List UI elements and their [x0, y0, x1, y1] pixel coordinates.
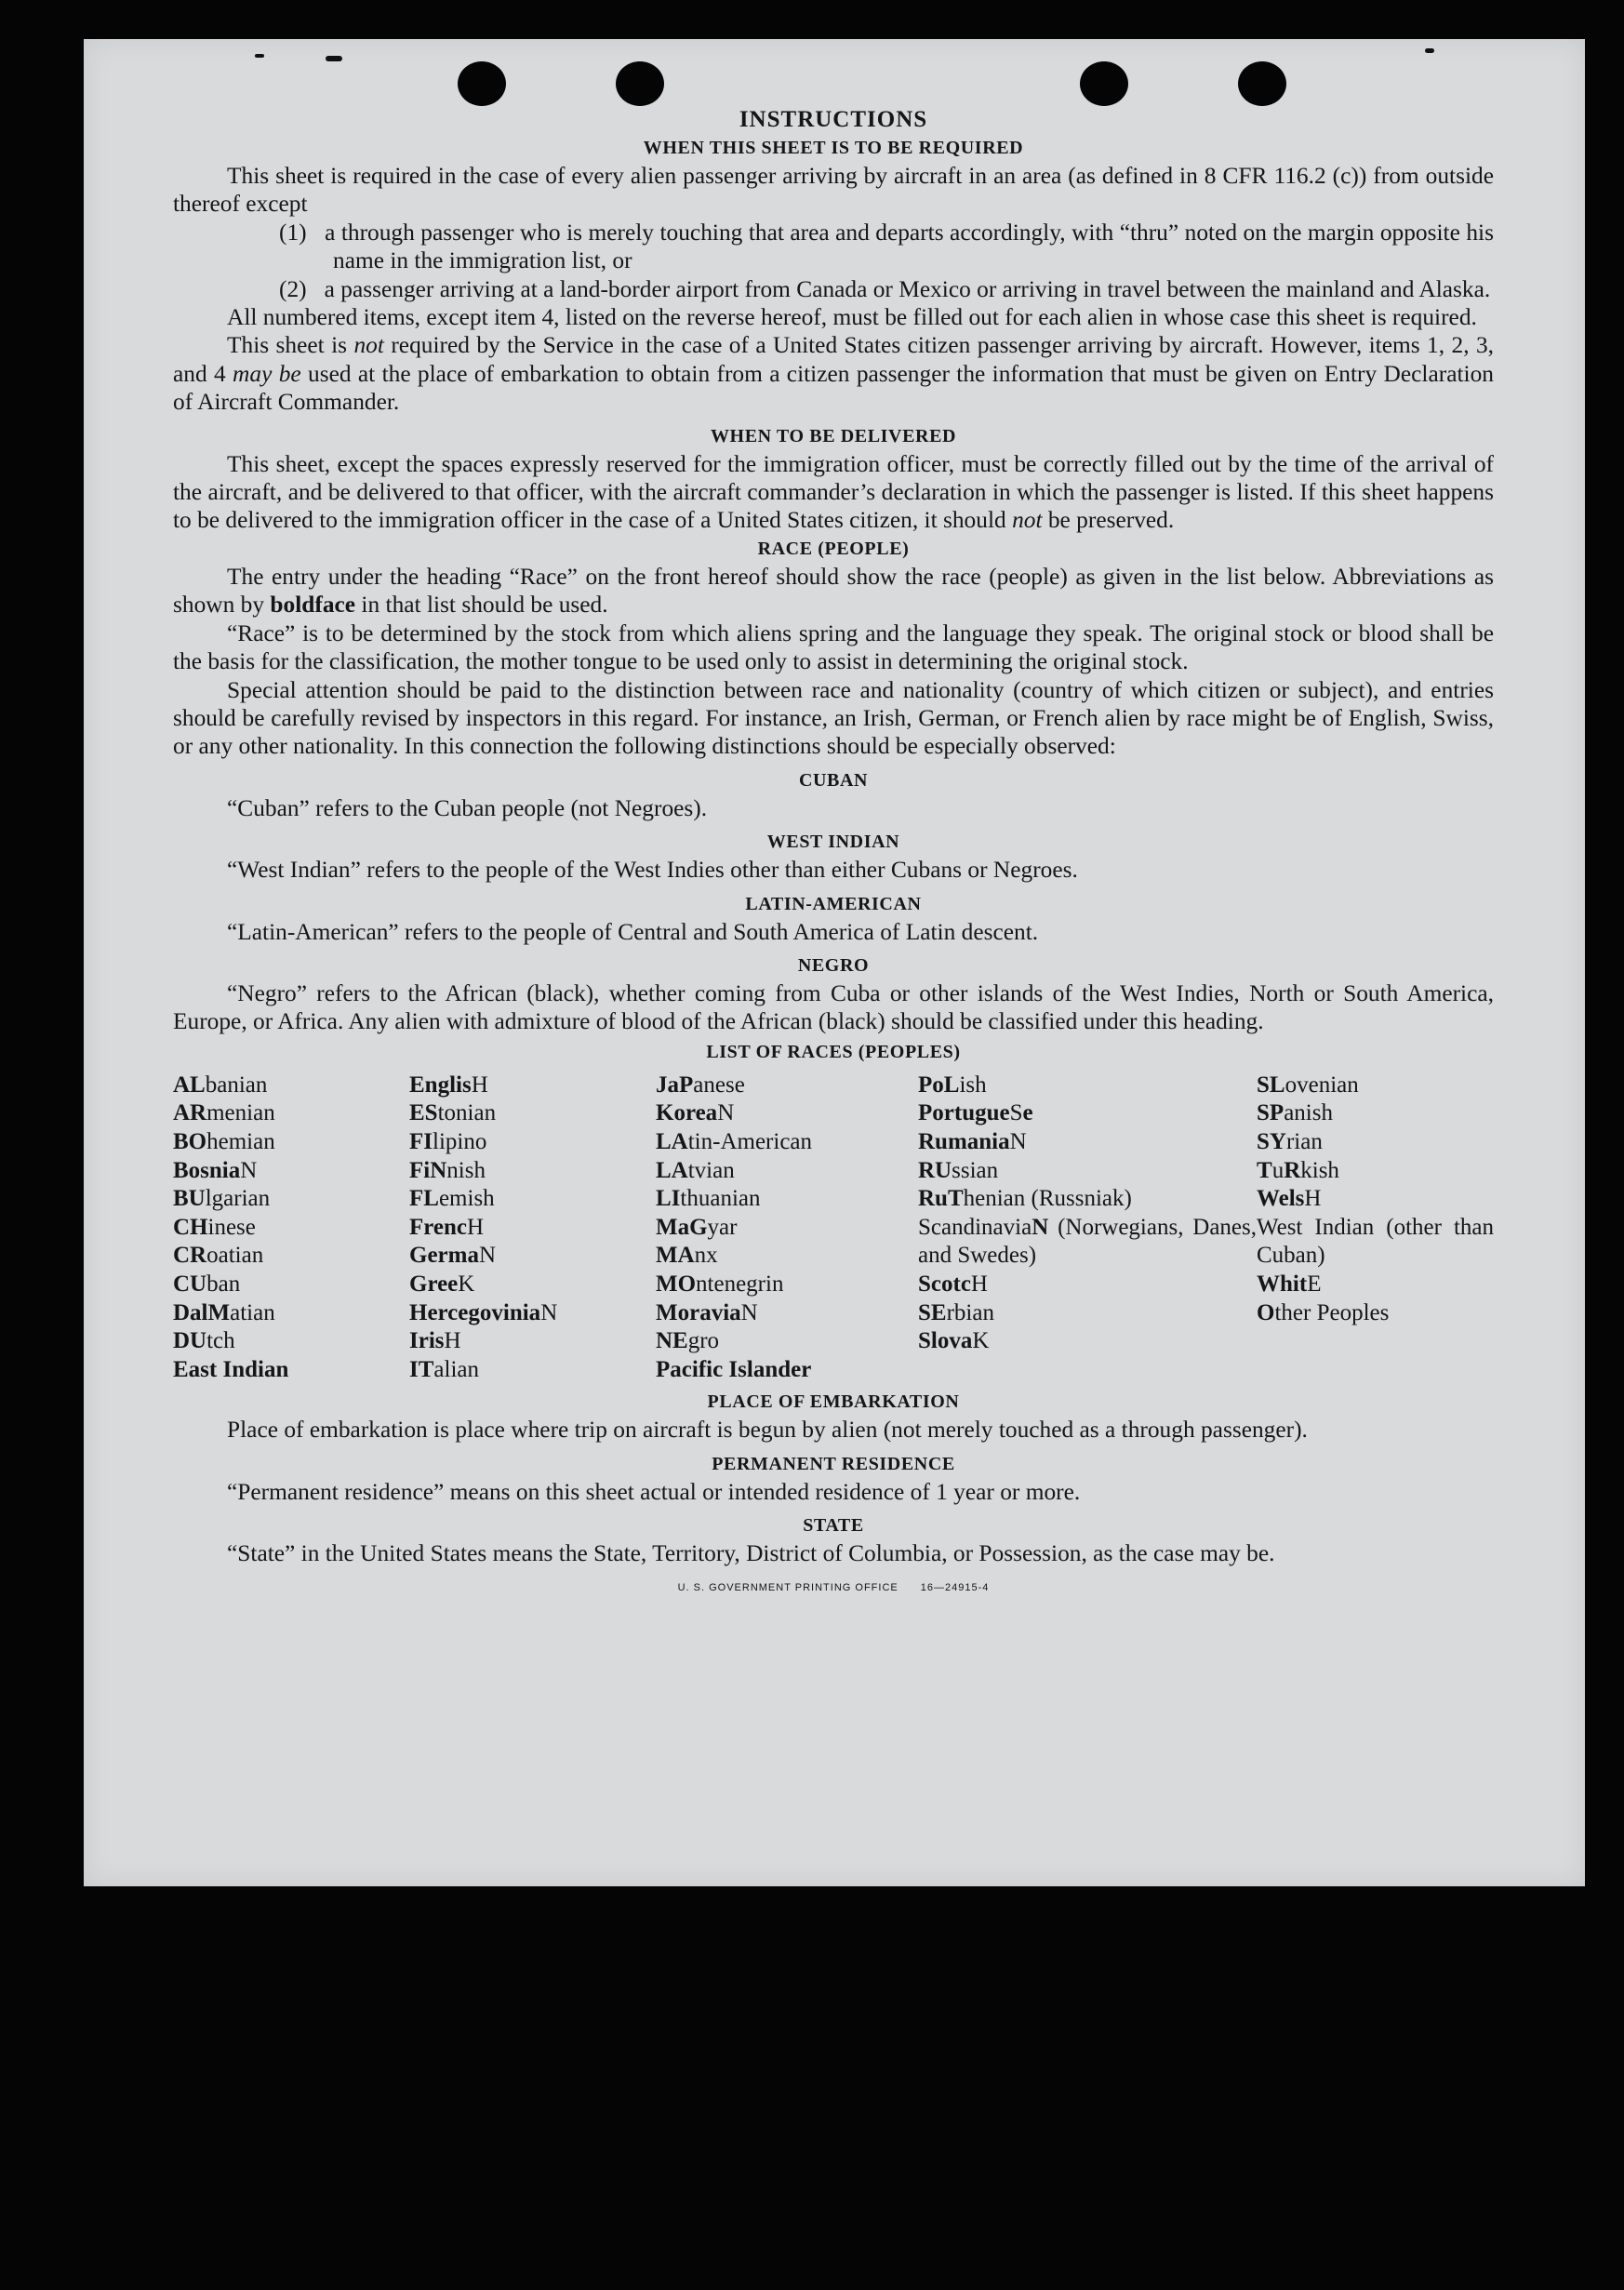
race-column	[656, 1072, 918, 1385]
instructions-body	[173, 106, 1494, 1602]
race-item: SlovaK	[918, 1328, 990, 1354]
race-item: Other Peoples	[1257, 1299, 1390, 1325]
race-item: CHinese	[173, 1214, 256, 1240]
race-item: BosniaN	[173, 1157, 258, 1183]
section-heading: LATIN-AMERICAN	[745, 893, 922, 914]
punch-hole	[616, 61, 664, 106]
punch-hole	[1238, 61, 1286, 106]
race-item: West Indian (other than Cuban)	[1257, 1214, 1494, 1269]
paragraph: “Race” is to be determined by the stock from which aliens spring and the language they speak. The original stock or blood shall be the basis for the classification, the mother tongue to be used only to assist in determining the original stock.	[173, 619, 1494, 675]
paragraph: This sheet is not required by the Service in the case of a United States citizen passenger arriving by aircraft. However, items 1, 2, 3, and 4 may be used at the place of embarkation to obtain from a citizen passenger the information that must be given on Entry Declaration of Aircraft Commander.	[173, 332, 1494, 416]
race-item: LAtvian	[656, 1157, 735, 1183]
race-item: PoLish	[918, 1072, 987, 1098]
scan-speck	[255, 54, 264, 58]
race-item: TuRkish	[1257, 1157, 1339, 1183]
race-item: ScandinaviaN (Norwegians, Danes, and Swedes)	[918, 1214, 1257, 1269]
race-item: CUban	[173, 1271, 241, 1297]
section-heading: STATE	[803, 1515, 864, 1537]
race-item: ALbanian	[173, 1072, 268, 1098]
section-heading: PERMANENT RESIDENCE	[712, 1453, 955, 1474]
paragraph: Special attention should be paid to the distinction between race and nationality (country of which citizen or subject), and entries should be carefully revised by inspectors in this regard. For instance, an Irish, German, or French alien by race might be of English, Swiss, or any other nationality. In this connection the following distinctions should be especially observed:	[173, 676, 1494, 760]
race-item: DalMatian	[173, 1299, 275, 1325]
paragraph: “Latin-American” refers to the people of Central and South America of Latin descent.	[227, 918, 1039, 945]
race-column	[173, 1072, 409, 1385]
race-column	[1257, 1072, 1494, 1385]
race-item: FiNnish	[409, 1157, 486, 1183]
race-item: IrisH	[409, 1328, 461, 1354]
section-heading: WHEN THIS SHEET IS TO BE REQUIRED	[643, 138, 1024, 158]
race-item: Pacific Islander	[656, 1356, 812, 1382]
race-item: ARmenian	[173, 1100, 275, 1126]
section-heading: LIST OF RACES (PEOPLES)	[706, 1041, 961, 1062]
race-item: FrencH	[409, 1214, 485, 1240]
race-item: SYrian	[1257, 1128, 1323, 1154]
numbered-item: (1) a through passenger who is merely touching that area and departs accordingly, with “thru” noted on the margin opposite his name in the immigration list, or	[279, 219, 1494, 274]
race-item: SLovenian	[1257, 1072, 1359, 1098]
race-item: GermaN	[409, 1243, 497, 1269]
race-item: DUtch	[173, 1328, 235, 1354]
paragraph: “West Indian” refers to the people of the West Indies other than either Cubans or Negroes.	[227, 857, 1078, 884]
race-item: ScotcH	[918, 1271, 988, 1297]
race-item: WelsH	[1257, 1186, 1322, 1212]
printer-name: U. S. GOVERNMENT PRINTING OFFICE	[677, 1581, 899, 1593]
race-item: MaGyar	[656, 1214, 738, 1240]
page-title: INSTRUCTIONS	[739, 107, 928, 132]
race-item: MoraviaN	[656, 1299, 758, 1325]
punch-hole	[458, 61, 506, 106]
race-item: ITalian	[409, 1356, 479, 1382]
race-list	[173, 1072, 1494, 1385]
race-item: LIthuanian	[656, 1186, 761, 1212]
race-item: EnglisH	[409, 1072, 488, 1098]
punch-hole	[1080, 61, 1128, 106]
race-item: WhitE	[1257, 1271, 1322, 1297]
printer-imprint	[173, 1574, 1494, 1602]
paragraph: The entry under the heading “Race” on the front hereof should show the race (people) as given in the list below. Abbreviations as shown by boldface in that list should be used.	[173, 563, 1494, 619]
form-code: 16—24915-4	[920, 1581, 990, 1593]
paragraph: This sheet is required in the case of every alien passenger arriving by aircraft in an area (as defined in 8 CFR 116.2 (c)) from outside thereof except	[173, 163, 1494, 218]
race-item: SPanish	[1257, 1100, 1333, 1126]
section-heading: CUBAN	[798, 769, 869, 791]
race-item: BUlgarian	[173, 1186, 271, 1212]
document-page	[84, 39, 1585, 1886]
race-item: JaPanese	[656, 1072, 745, 1098]
race-item: MOntenegrin	[656, 1271, 784, 1297]
numbered-item: (2) a passenger arriving at a land-border airport from Canada or Mexico or arriving in travel between the mainland and Alaska.	[279, 275, 1491, 302]
race-item: East Indian	[173, 1356, 289, 1382]
race-item: RuThenian (Russniak)	[918, 1186, 1132, 1212]
section-heading: NEGRO	[797, 954, 870, 976]
race-item: RumaniaN	[918, 1128, 1027, 1154]
paragraph: “Cuban” refers to the Cuban people (not Negroes).	[227, 794, 708, 821]
race-item: RUssian	[918, 1157, 999, 1183]
race-item: KoreaN	[656, 1100, 735, 1126]
race-column	[918, 1072, 1257, 1385]
race-item: FLemish	[409, 1186, 495, 1212]
race-item: CRoatian	[173, 1243, 264, 1269]
race-column	[409, 1072, 656, 1385]
race-item: FIlipino	[409, 1128, 487, 1154]
paragraph: All numbered items, except item 4, listed on the reverse hereof, must be filled out for each alien in whose case this sheet is required.	[227, 304, 1477, 331]
section-heading: PLACE OF EMBARKATION	[707, 1391, 960, 1413]
race-item: MAnx	[656, 1243, 718, 1269]
section-heading: RACE (PEOPLE)	[757, 538, 910, 559]
race-item: BOhemian	[173, 1128, 275, 1154]
race-item: NEgro	[656, 1328, 720, 1354]
paragraph: Place of embarkation is place where trip on aircraft is begun by alien (not merely touched as a through passenger).	[227, 1417, 1308, 1444]
scan-speck	[1425, 48, 1434, 53]
section-heading: WHEN TO BE DELIVERED	[710, 425, 957, 446]
scan-speck	[326, 56, 342, 61]
section-heading: WEST INDIAN	[766, 832, 900, 853]
paragraph: This sheet, except the spaces expressly reserved for the immigration officer, must be correctly filled out by the time of the arrival of the aircraft, and be delivered to that officer, with the aircraft commander’s declaration in which the passenger is listed. If this sheet happens to be delivered to the immigration officer in the case of a United States citizen, it should not be preserved.	[173, 450, 1494, 534]
race-item: SErbian	[918, 1299, 994, 1325]
race-item: GreeK	[409, 1271, 475, 1297]
paragraph: “Permanent residence” means on this sheet actual or intended residence of 1 year or more.	[227, 1478, 1081, 1505]
race-item: HercegoviniaN	[409, 1299, 558, 1325]
race-item: EStonian	[409, 1100, 497, 1126]
paragraph: “Negro” refers to the African (black), whether coming from Cuba or other islands of the West Indies, North or South America, Europe, or Africa. Any alien with admixture of blood of the African (black) should be classified under this heading.	[173, 979, 1494, 1035]
paragraph: “State” in the United States means the State, Territory, District of Columbia, or Possession, as the case may be.	[227, 1540, 1275, 1567]
race-item: LAtin-American	[656, 1128, 813, 1154]
race-item: PortugueSe	[918, 1100, 1033, 1126]
